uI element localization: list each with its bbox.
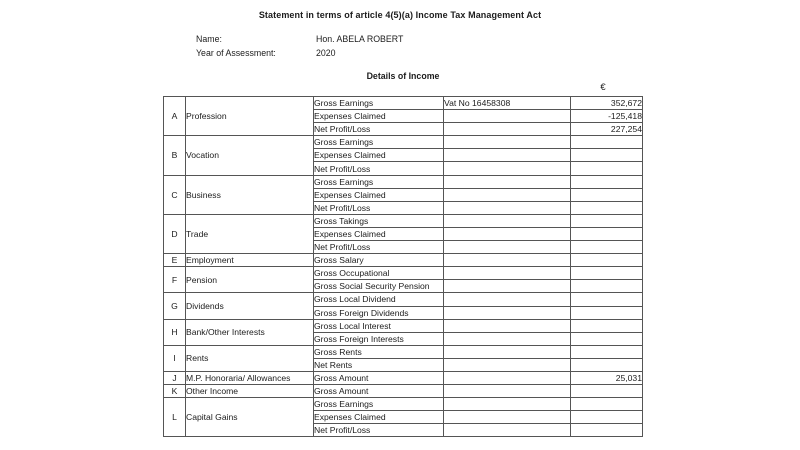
row-note (444, 175, 571, 188)
row-amount (571, 149, 643, 162)
row-amount (571, 385, 643, 398)
row-label: Gross Amount (314, 385, 444, 398)
document-title: Statement in terms of article 4(5)(a) Income Tax Management Act (258, 10, 542, 20)
row-amount (571, 162, 643, 175)
name-row (196, 33, 403, 47)
row-amount (571, 175, 643, 188)
row-label: Gross Amount (314, 371, 444, 384)
group-category: Business (186, 175, 314, 214)
row-label: Gross Earnings (314, 97, 444, 110)
name-value: Hon. ABELA ROBERT (316, 34, 404, 44)
table-row (164, 214, 643, 227)
row-label: Net Profit/Loss (314, 201, 444, 214)
row-note (444, 424, 571, 437)
group-category: Dividends (186, 293, 314, 319)
row-note (444, 162, 571, 175)
row-label: Gross Social Security Pension (314, 280, 444, 293)
row-label: Expenses Claimed (314, 411, 444, 424)
group-letter: F (164, 267, 186, 293)
row-amount (571, 398, 643, 411)
row-amount (571, 136, 643, 149)
group-letter: A (164, 97, 186, 136)
income-table-body (164, 97, 643, 437)
row-amount (571, 293, 643, 306)
row-label: Net Rents (314, 358, 444, 371)
income-table (163, 96, 643, 437)
row-amount (571, 424, 643, 437)
row-label: Gross Rents (314, 345, 444, 358)
row-note (444, 214, 571, 227)
group-category: Capital Gains (186, 398, 314, 437)
row-label: Gross Foreign Interests (314, 332, 444, 345)
year-of-assessment-value: 2020 (316, 47, 336, 58)
row-note: Vat No 16458308 (444, 97, 571, 110)
group-category: Employment (186, 254, 314, 267)
table-row (164, 175, 643, 188)
row-note (444, 371, 571, 384)
row-amount (571, 227, 643, 240)
group-letter: C (164, 175, 186, 214)
row-label: Gross Earnings (314, 175, 444, 188)
row-label: Expenses Claimed (314, 227, 444, 240)
table-row (164, 136, 643, 149)
row-label: Net Profit/Loss (314, 123, 444, 136)
group-letter: D (164, 214, 186, 253)
row-note (444, 306, 571, 319)
year-of-assessment-row (196, 47, 403, 61)
row-amount: 227,254 (571, 123, 643, 136)
row-label: Gross Occupational (314, 267, 444, 280)
table-row (164, 345, 643, 358)
row-label: Gross Foreign Dividends (314, 306, 444, 319)
table-row (164, 371, 643, 384)
row-note (444, 280, 571, 293)
row-amount (571, 214, 643, 227)
row-note (444, 411, 571, 424)
row-note (444, 227, 571, 240)
group-category: Pension (186, 267, 314, 293)
group-letter: I (164, 345, 186, 371)
group-letter: K (164, 385, 186, 398)
row-note (444, 110, 571, 123)
row-note (444, 398, 571, 411)
row-label: Gross Earnings (314, 398, 444, 411)
row-label: Gross Earnings (314, 136, 444, 149)
row-amount: 25,031 (571, 371, 643, 384)
row-label: Net Profit/Loss (314, 424, 444, 437)
row-note (444, 293, 571, 306)
row-amount (571, 411, 643, 424)
group-category: Bank/Other Interests (186, 319, 314, 345)
name-label: Name: (196, 34, 222, 44)
row-note (444, 123, 571, 136)
row-note (444, 241, 571, 254)
row-note (444, 332, 571, 345)
table-row (164, 267, 643, 280)
section-title: Details of Income (366, 71, 440, 81)
group-category: Vocation (186, 136, 314, 175)
table-row (164, 293, 643, 306)
group-letter: E (164, 254, 186, 267)
row-amount (571, 332, 643, 345)
row-label: Gross Local Interest (314, 319, 444, 332)
row-note (444, 254, 571, 267)
meta-block (196, 33, 403, 60)
row-note (444, 201, 571, 214)
group-category: Trade (186, 214, 314, 253)
row-amount (571, 319, 643, 332)
row-note (444, 188, 571, 201)
currency-symbol: € (600, 82, 606, 93)
year-of-assessment-label: Year of Assessment: (196, 47, 276, 58)
table-row (164, 97, 643, 110)
table-row (164, 385, 643, 398)
row-note (444, 149, 571, 162)
row-amount (571, 241, 643, 254)
table-row (164, 398, 643, 411)
row-label: Expenses Claimed (314, 149, 444, 162)
row-label: Net Profit/Loss (314, 162, 444, 175)
group-letter: B (164, 136, 186, 175)
group-category: M.P. Honoraria/ Allowances (186, 371, 314, 384)
group-letter: H (164, 319, 186, 345)
row-amount (571, 306, 643, 319)
row-amount: -125,418 (571, 110, 643, 123)
row-amount (571, 280, 643, 293)
group-category: Profession (186, 97, 314, 136)
group-category: Rents (186, 345, 314, 371)
row-label: Gross Salary (314, 254, 444, 267)
table-row (164, 319, 643, 332)
row-note (444, 319, 571, 332)
row-amount (571, 254, 643, 267)
table-row (164, 254, 643, 267)
row-amount (571, 345, 643, 358)
row-amount (571, 358, 643, 371)
row-amount (571, 267, 643, 280)
row-amount (571, 188, 643, 201)
row-note (444, 345, 571, 358)
group-letter: J (164, 371, 186, 384)
row-note (444, 358, 571, 371)
row-label: Gross Local Dividend (314, 293, 444, 306)
row-amount (571, 201, 643, 214)
row-label: Expenses Claimed (314, 188, 444, 201)
row-label: Net Profit/Loss (314, 241, 444, 254)
group-category: Other Income (186, 385, 314, 398)
row-amount: 352,672 (571, 97, 643, 110)
row-note (444, 267, 571, 280)
group-letter: G (164, 293, 186, 319)
group-letter: L (164, 398, 186, 437)
row-label: Gross Takings (314, 214, 444, 227)
row-note (444, 385, 571, 398)
row-label: Expenses Claimed (314, 110, 444, 123)
row-note (444, 136, 571, 149)
